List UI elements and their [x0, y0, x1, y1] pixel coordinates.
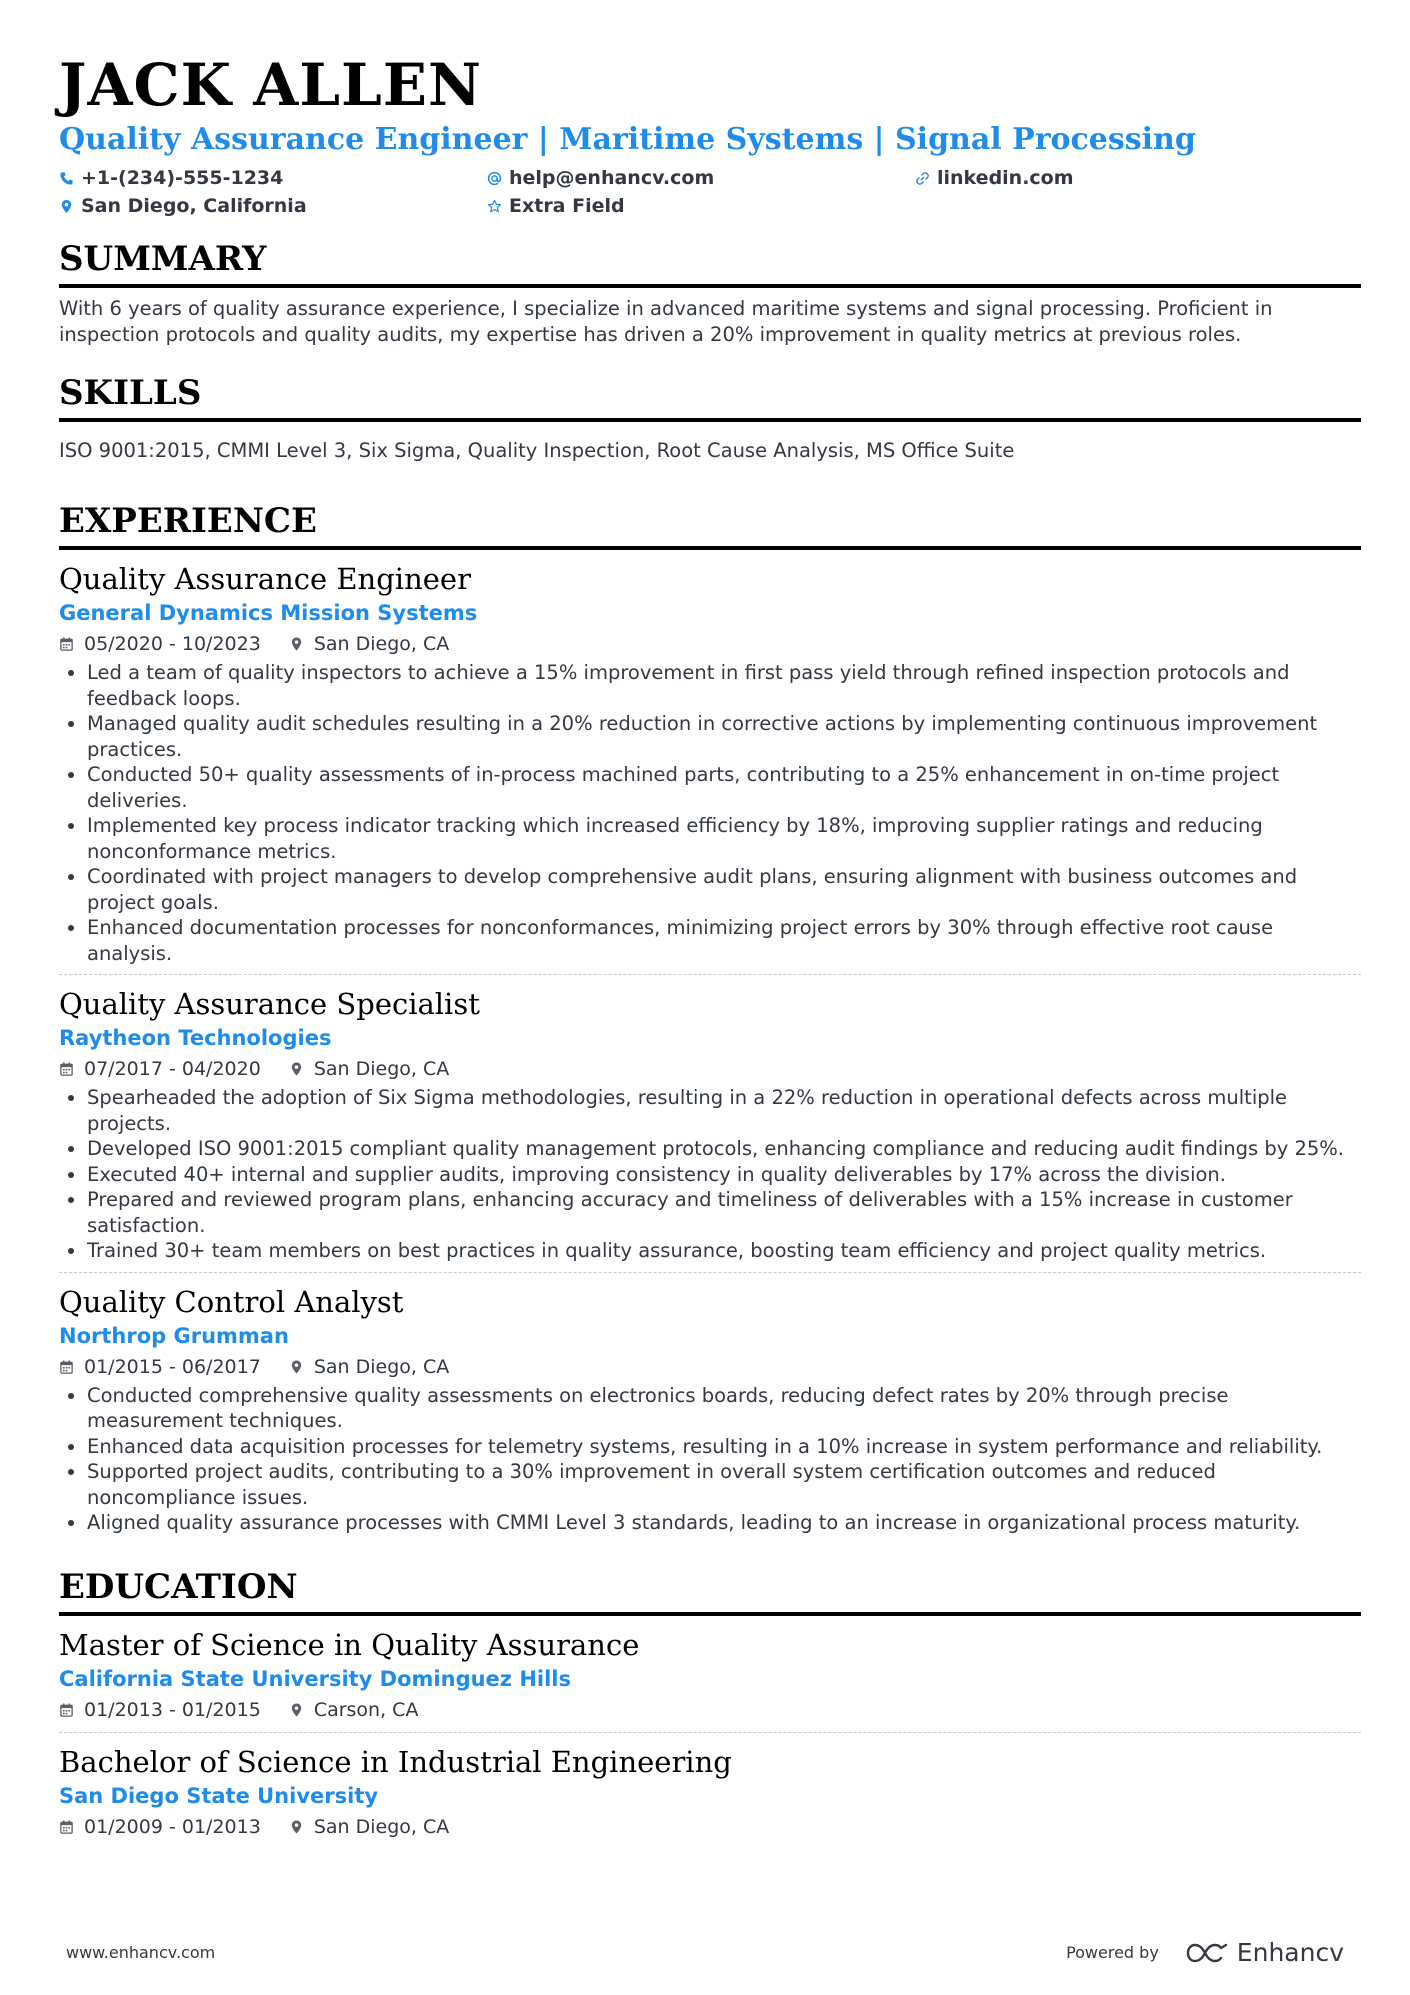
summary-section: [59, 238, 1361, 348]
page-footer: [66, 1938, 1344, 1967]
achievement-list: [59, 1383, 1361, 1536]
contact-phone[interactable]: [59, 166, 487, 190]
entry-location-text: San Diego, CA: [313, 1355, 450, 1378]
entry-location-text: San Diego, CA: [313, 1815, 450, 1838]
calendar-icon: [59, 636, 74, 652]
entry-location: [289, 630, 449, 658]
education-list: [59, 1616, 1361, 1849]
education-entry: [59, 1616, 1361, 1732]
job-title: Quality Assurance Specialist: [59, 987, 480, 1021]
experience-entry: [59, 550, 1361, 974]
experience-section: [59, 500, 1361, 1544]
link-icon: [915, 171, 930, 186]
location-pin-icon: [289, 636, 304, 652]
entry-dates: [59, 630, 261, 658]
contact-location: [59, 194, 487, 218]
calendar-icon: [59, 1061, 74, 1077]
enhancv-logo-icon: [1185, 1941, 1229, 1965]
entry-dates-text: 01/2013 - 01/2015: [84, 1698, 261, 1721]
achievement-item: • Implemented key process indicator tracking which increased efficiency by 18%, improving supplier ratings and reducing nonconformance metrics.: [87, 813, 1361, 864]
entry-meta: [59, 1353, 1361, 1381]
entry-meta: [59, 630, 1361, 658]
entry-meta: [59, 1055, 1361, 1083]
footer-website[interactable]: www.enhancv.com: [66, 1943, 216, 1962]
location-pin-icon: [59, 199, 74, 214]
job-title: Quality Assurance Engineer: [59, 562, 471, 596]
powered-by-label: Powered by: [1066, 1943, 1159, 1962]
achievement-item: • Enhanced documentation processes for nonconformances, minimizing project errors by 30% through effective root cause analysis.: [87, 915, 1361, 966]
achievement-item: • Enhanced data acquisition processes for telemetry systems, resulting in a 10% increase in system performance and reliability.: [87, 1434, 1361, 1460]
location-pin-icon: [289, 1819, 304, 1835]
candidate-name: JACK ALLEN: [59, 51, 482, 119]
entry-location: [289, 1353, 449, 1381]
brand-name: Enhancv: [1236, 1938, 1344, 1967]
education-title: EDUCATION: [59, 1566, 1361, 1616]
entry-dates-text: 07/2017 - 04/2020: [84, 1058, 261, 1080]
candidate-headline: Quality Assurance Engineer | Maritime Systems | Signal Processing: [59, 122, 1196, 157]
star-icon: [487, 199, 502, 214]
powered-by: [1066, 1938, 1344, 1967]
achievement-item: • Conducted comprehensive quality assessments on electronics boards, reducing defect rates by 20% through precise measurement techniques.: [87, 1383, 1361, 1434]
location-pin-icon: [289, 1061, 304, 1077]
location-pin-icon: [289, 1702, 304, 1718]
entry-location-text: Carson, CA: [313, 1698, 419, 1721]
at-icon: [487, 171, 502, 186]
entry-location: [289, 1055, 449, 1083]
entry-dates-text: 01/2009 - 01/2013: [84, 1815, 261, 1838]
experience-title: EXPERIENCE: [59, 500, 1361, 550]
company-name[interactable]: Northrop Grumman: [59, 1323, 289, 1348]
achievement-list: [59, 1085, 1361, 1264]
achievement-item: • Led a team of quality inspectors to achieve a 15% improvement in first pass yield through refined inspection protocols and feedback loops.: [87, 660, 1361, 711]
school-name[interactable]: California State University Dominguez Hills: [59, 1666, 571, 1691]
skills-text: ISO 9001:2015, CMMI Level 3, Six Sigma, Quality Inspection, Root Cause Analysis, MS Office Suite: [59, 439, 1015, 462]
extra-text: Extra Field: [509, 195, 625, 217]
contact-link[interactable]: [915, 166, 1343, 190]
contact-info: [59, 166, 1361, 218]
calendar-icon: [59, 1819, 74, 1835]
achievement-item: • Managed quality audit schedules resulting in a 20% reduction in corrective actions by implementing continuous improvement practices.: [87, 711, 1361, 762]
entry-meta: [59, 1813, 1361, 1841]
entry-dates: [59, 1353, 261, 1381]
contact-extra: [487, 194, 915, 218]
entry-dates: [59, 1696, 261, 1724]
entry-location-text: San Diego, CA: [313, 1058, 450, 1080]
degree-title: Master of Science in Quality Assurance: [59, 1627, 640, 1662]
skills-title: SKILLS: [59, 372, 1361, 422]
school-name[interactable]: San Diego State University: [59, 1783, 379, 1808]
entry-dates: [59, 1813, 261, 1841]
achievement-item: • Supported project audits, contributing to a 30% improvement in overall system certification outcomes and reduced noncompliance issues.: [87, 1459, 1361, 1510]
link-text: linkedin.com: [937, 167, 1074, 189]
calendar-icon: [59, 1359, 74, 1375]
achievement-item: • Spearheaded the adoption of Six Sigma methodologies, resulting in a 22% reduction in operational defects across multiple projects.: [87, 1085, 1361, 1136]
company-name[interactable]: General Dynamics Mission Systems: [59, 601, 478, 625]
phone-icon: [59, 171, 74, 186]
achievement-item: • Conducted 50+ quality assessments of in-process machined parts, contributing to a 25% enhancement in on-time project deliveries.: [87, 762, 1361, 813]
resume-header: [59, 50, 1361, 218]
email-text: help@enhancv.com: [509, 167, 715, 189]
skills-section: [59, 372, 1361, 464]
summary-title: SUMMARY: [59, 238, 1361, 288]
achievement-item: • Executed 40+ internal and supplier audits, improving consistency in quality deliverables by 17% across the division.: [87, 1162, 1361, 1188]
resume-content: [59, 50, 1361, 1849]
summary-text: With 6 years of quality assurance experience, I specialize in advanced maritime systems and signal processing. Proficient in inspection protocols and quality audits, my expertise has driven a 20% improvement in quality metrics at previous roles.: [59, 297, 1273, 346]
achievement-item: • Coordinated with project managers to develop comprehensive audit plans, ensuring alignment with business outcomes and project goals.: [87, 864, 1361, 915]
entry-location: [289, 1696, 419, 1724]
experience-list: [59, 550, 1361, 1544]
brand-logo[interactable]: [1185, 1938, 1344, 1967]
education-entry: [59, 1732, 1361, 1849]
degree-title: Bachelor of Science in Industrial Engineering: [59, 1744, 732, 1779]
experience-entry: [59, 974, 1361, 1272]
entry-location-text: San Diego, CA: [313, 633, 450, 655]
calendar-icon: [59, 1702, 74, 1718]
achievement-item: • Aligned quality assurance processes with CMMI Level 3 standards, leading to an increase in organizational process maturity.: [87, 1510, 1361, 1536]
contact-email[interactable]: [487, 166, 915, 190]
entry-location: [289, 1813, 449, 1841]
location-text: San Diego, California: [81, 195, 307, 217]
achievement-item: • Prepared and reviewed program plans, enhancing accuracy and timeliness of deliverables with a 15% increase in customer satisfaction.: [87, 1187, 1361, 1238]
achievement-list: [59, 660, 1361, 966]
experience-entry: [59, 1272, 1361, 1544]
entry-meta: [59, 1696, 1361, 1724]
company-name[interactable]: Raytheon Technologies: [59, 1026, 332, 1050]
achievement-item: • Developed ISO 9001:2015 compliant quality management protocols, enhancing compliance and reducing audit findings by 25%.: [87, 1136, 1361, 1162]
phone-text: +1-(234)-555-1234: [81, 167, 284, 189]
achievement-item: • Trained 30+ team members on best practices in quality assurance, boosting team efficiency and project quality metrics.: [87, 1238, 1361, 1264]
education-section: [59, 1566, 1361, 1849]
entry-dates: [59, 1055, 261, 1083]
job-title: Quality Control Analyst: [59, 1284, 404, 1319]
location-pin-icon: [289, 1359, 304, 1375]
entry-dates-text: 01/2015 - 06/2017: [84, 1355, 261, 1378]
entry-dates-text: 05/2020 - 10/2023: [84, 633, 261, 655]
